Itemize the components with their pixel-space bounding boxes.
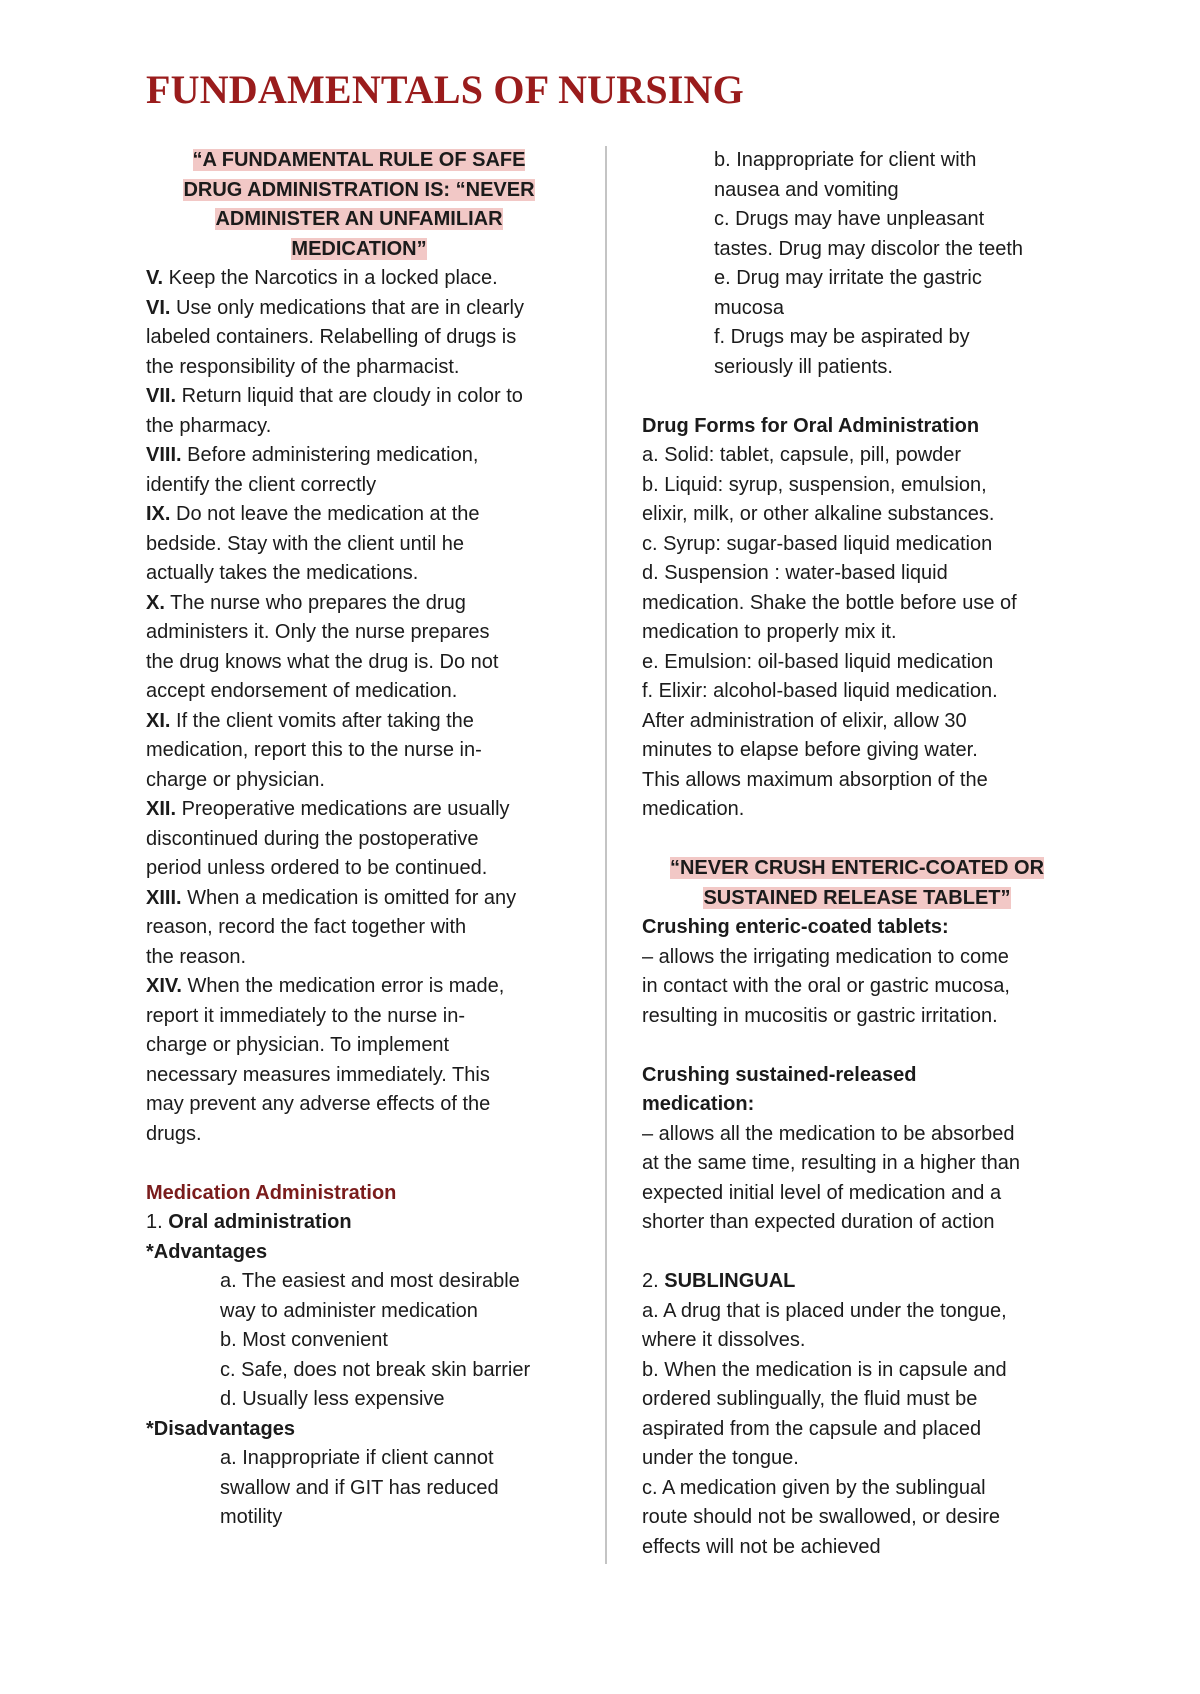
paragraph-line: resulting in mucositis or gastric irritation. — [642, 1004, 998, 1027]
list-item: elixir, milk, or other alkaline substances. — [642, 503, 995, 525]
rule-xiv — [146, 972, 572, 1149]
rule-text: charge or physician. To implement — [146, 1034, 450, 1056]
rule-v — [146, 264, 572, 294]
paragraph-line: shorter than expected duration of action — [642, 1211, 995, 1233]
paragraph-line: – allows all the medication to be absorbed — [642, 1122, 1015, 1145]
paragraph-line: in contact with the oral or gastric mucosa, — [642, 975, 1010, 997]
rule-xii — [146, 795, 572, 884]
rule-number: XIII. — [146, 886, 182, 909]
paragraph-line: expected initial level of medication and a — [642, 1181, 1002, 1204]
list-item: a. The easiest and most desirable — [220, 1270, 520, 1292]
page-title: FUNDAMENTALS OF NURSING — [146, 67, 744, 112]
rule-text: reason, record the fact together with — [146, 916, 467, 938]
list-item: After administration of elixir, allow 30 — [642, 709, 967, 732]
quote-line: SUSTAINED RELEASE TABLET” — [703, 886, 1011, 909]
rule-text: the pharmacy. — [146, 414, 272, 437]
list-item: c. Drugs may have unpleasant — [714, 208, 985, 230]
rule-xiii — [146, 884, 572, 973]
enteric-coated-text — [642, 943, 1072, 1032]
rule-text: labeled containers. Relabelling of drugs is — [146, 326, 517, 348]
rule-text: the responsibility of the pharmacist. — [146, 355, 460, 378]
list-item: d. Usually less expensive — [220, 1388, 445, 1410]
rule-text: the drug knows what the drug is. Do not — [146, 650, 499, 673]
rule-text: period unless ordered to be continued. — [146, 857, 488, 879]
rule-vii — [146, 382, 572, 441]
rule-vi — [146, 294, 572, 383]
list-item: nausea and vomiting — [714, 178, 899, 201]
rule-number: XIV. — [146, 975, 182, 997]
rule-number: V. — [146, 267, 164, 289]
rule-text: Return liquid that are cloudy in color to — [176, 385, 523, 407]
rule-text: report it immediately to the nurse in- — [146, 1004, 466, 1027]
rule-text: the reason. — [146, 945, 247, 968]
list-item: e. Drug may irritate the gastric — [714, 267, 982, 289]
rule-text: When a medication is omitted for any — [181, 886, 517, 909]
rule-text: drugs. — [146, 1122, 202, 1145]
oral-administration-heading — [146, 1208, 572, 1238]
rule-number: X. — [146, 591, 165, 614]
rule-xi — [146, 707, 572, 796]
list-item: ordered sublingually, the fluid must be — [642, 1388, 978, 1410]
list-item: medication. — [642, 798, 745, 820]
safety-rule-quote — [146, 146, 572, 264]
list-item: c. A medication given by the sublingual — [642, 1476, 986, 1499]
list-item: medication. Shake the bottle before use of — [642, 591, 1017, 614]
disadvantages-heading: *Disadvantages — [146, 1417, 295, 1440]
quote-line: “NEVER CRUSH ENTERIC-COATED OR — [669, 857, 1045, 879]
list-item: motility — [220, 1506, 283, 1528]
list-item: b. When the medication is in capsule and — [642, 1358, 1007, 1381]
list-item: This allows maximum absorption of the — [642, 768, 988, 791]
list-item: route should not be swallowed, or desire — [642, 1506, 1000, 1528]
rule-text: The nurse who prepares the drug — [164, 591, 466, 614]
rule-text: charge or physician. — [146, 768, 325, 791]
list-item: seriously ill patients. — [714, 355, 893, 378]
rule-x — [146, 589, 572, 707]
rule-text: Do not leave the medication at the — [170, 503, 480, 525]
rule-text: identify the client correctly — [146, 473, 377, 496]
column-divider — [605, 146, 607, 1564]
list-item: mucosa — [714, 296, 785, 319]
rule-text: Use only medications that are in clearly — [170, 296, 524, 319]
list-item: c. Syrup: sugar-based liquid medication — [642, 532, 993, 555]
rule-text: necessary measures immediately. This — [146, 1063, 490, 1086]
list-item: a. Inappropriate if client cannot — [220, 1447, 494, 1469]
sublingual-list — [642, 1297, 1072, 1563]
drug-forms-heading: Drug Forms for Oral Administration — [642, 414, 980, 437]
section-number: 1. — [146, 1211, 169, 1233]
right-column — [642, 146, 1072, 1562]
list-item: e. Emulsion: oil-based liquid medication — [642, 650, 994, 673]
crush-warning-quote — [642, 854, 1072, 913]
quote-line: ADMINISTER AN UNFAMILIAR — [215, 208, 503, 230]
paragraph-line: at the same time, resulting in a higher than — [642, 1152, 1020, 1174]
disadvantages-list-continued — [642, 146, 1072, 382]
advantages-list — [146, 1267, 572, 1415]
rule-text: Before administering medication, — [181, 444, 479, 466]
rule-number: VI. — [146, 296, 171, 319]
list-item: b. Liquid: syrup, suspension, emulsion, — [642, 473, 987, 496]
section-label: Oral administration — [168, 1211, 352, 1233]
advantages-heading: *Advantages — [146, 1240, 268, 1263]
list-item: under the tongue. — [642, 1447, 799, 1469]
section-label: SUBLINGUAL — [664, 1270, 796, 1292]
rule-text: If the client vomits after taking the — [170, 709, 474, 732]
rule-text: medication, report this to the nurse in- — [146, 739, 482, 761]
rule-ix — [146, 500, 572, 589]
rule-text: accept endorsement of medication. — [146, 680, 458, 702]
list-item: b. Most convenient — [220, 1329, 388, 1351]
rule-number: VIII. — [146, 444, 182, 466]
list-item: swallow and if GIT has reduced — [220, 1476, 499, 1499]
drug-forms-list — [642, 441, 1072, 825]
list-item: a. A drug that is placed under the tongue, — [642, 1299, 1007, 1322]
quote-line: “A FUNDAMENTAL RULE OF SAFE — [192, 149, 526, 171]
quote-line: MEDICATION” — [291, 237, 427, 260]
paragraph-line: – allows the irrigating medication to come — [642, 945, 1009, 968]
rule-text: actually takes the medications. — [146, 562, 419, 584]
list-item: a. Solid: tablet, capsule, pill, powder — [642, 444, 962, 466]
rule-text: bedside. Stay with the client until he — [146, 532, 464, 555]
left-column — [146, 146, 572, 1533]
sustained-release-heading: Crushing sustained-released — [642, 1063, 917, 1086]
list-item: minutes to elapse before giving water. — [642, 739, 978, 761]
list-item: b. Inappropriate for client with — [714, 149, 977, 171]
rule-text: administers it. Only the nurse prepares — [146, 621, 490, 643]
list-item: d. Suspension : water-based liquid — [642, 562, 948, 584]
rule-text: discontinued during the postoperative — [146, 827, 479, 850]
rule-number: XII. — [146, 798, 177, 820]
list-item: medication to properly mix it. — [642, 621, 897, 643]
rule-viii — [146, 441, 572, 500]
sustained-release-text — [642, 1120, 1072, 1238]
list-item: f. Drugs may be aspirated by — [714, 326, 970, 348]
list-item: f. Elixir: alcohol-based liquid medication. — [642, 680, 998, 702]
quote-line: DRUG ADMINISTRATION IS: “NEVER — [183, 178, 535, 201]
enteric-coated-heading: Crushing enteric-coated tablets: — [642, 916, 949, 938]
list-item: tastes. Drug may discolor the teeth — [714, 237, 1024, 260]
sublingual-heading — [642, 1267, 1072, 1297]
rule-text: When the medication error is made, — [181, 975, 505, 997]
list-item: way to administer medication — [220, 1299, 478, 1322]
list-item: c. Safe, does not break skin barrier — [220, 1358, 531, 1381]
list-item: where it dissolves. — [642, 1329, 806, 1351]
medication-administration-heading: Medication Administration — [146, 1181, 397, 1204]
list-item: effects will not be achieved — [642, 1535, 881, 1558]
rule-number: XI. — [146, 709, 171, 732]
rule-text: may prevent any adverse effects of the — [146, 1093, 491, 1115]
rule-text: Keep the Narcotics in a locked place. — [163, 267, 498, 289]
sustained-release-heading: medication: — [642, 1093, 755, 1115]
section-number: 2. — [642, 1270, 665, 1292]
rule-number: IX. — [146, 503, 171, 525]
list-item: aspirated from the capsule and placed — [642, 1417, 982, 1440]
rule-text: Preoperative medications are usually — [176, 798, 510, 820]
rule-number: VII. — [146, 385, 177, 407]
disadvantages-list — [146, 1444, 572, 1533]
